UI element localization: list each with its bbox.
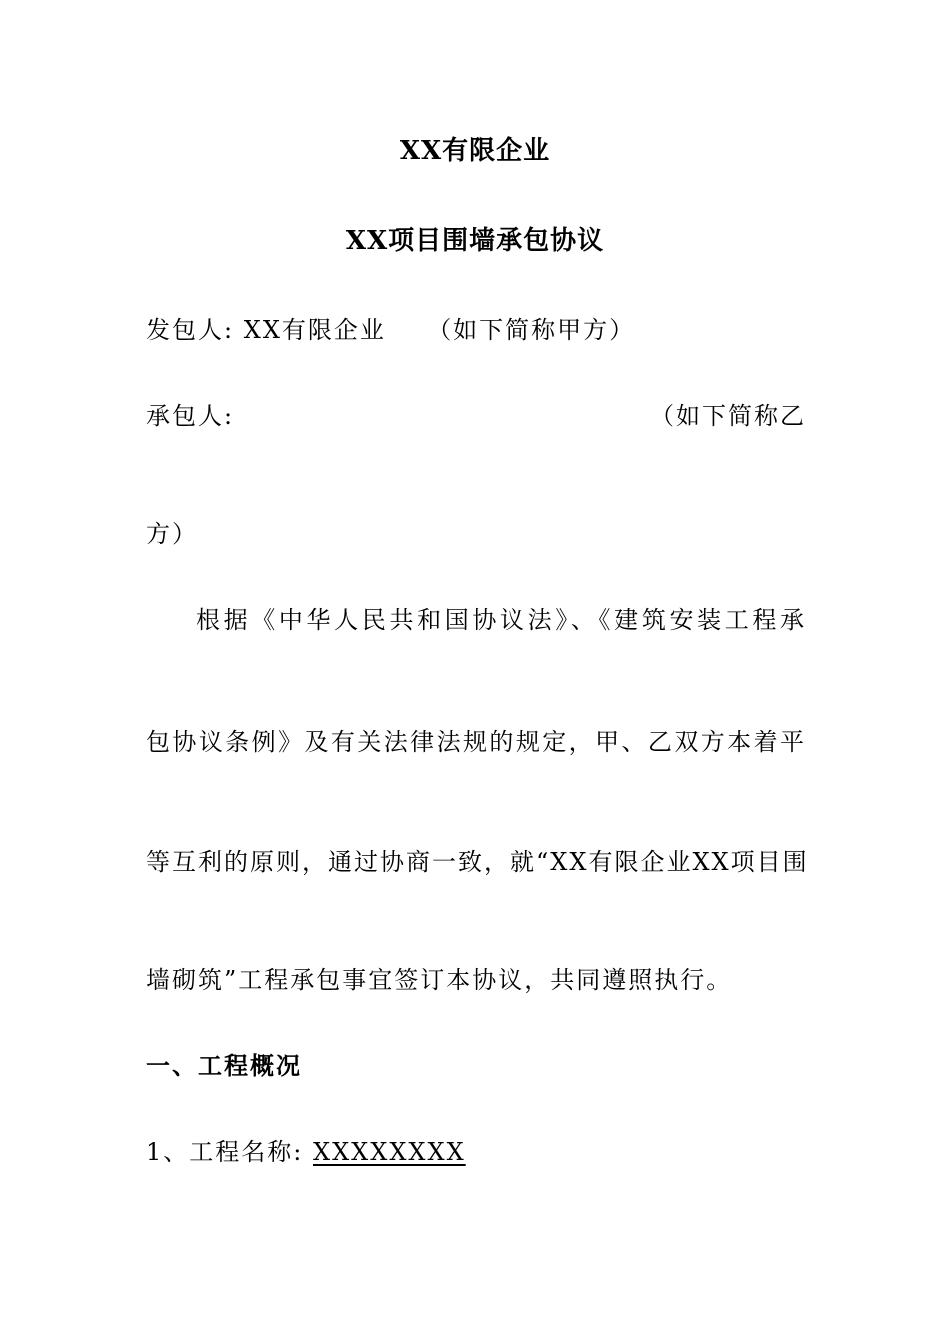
project-name-value: XXXXXXXX <box>313 1138 466 1166</box>
preamble-line-4: 墙砌筑”工程承包事宜签订本协议，共同遵照执行。 <box>146 966 733 994</box>
party-b-note-part1: （如下简称乙 <box>650 402 806 430</box>
preamble-line-2: 包协议条例》及有关法律法规的规定，甲、乙双方本着平 <box>146 728 806 756</box>
party-b-note-continuation: 方） <box>146 520 198 548</box>
party-b-line <box>146 400 806 432</box>
party-a-note: （如下简称甲方） <box>427 316 636 344</box>
party-a-line <box>146 314 806 346</box>
project-name-label: 1、工程名称: <box>146 1138 304 1166</box>
party-a-label: 发包人: <box>146 316 235 344</box>
preamble-line-3: 等互利的原则，通过协商一致，就“XX有限企业XX项目围 <box>146 848 809 876</box>
section-heading-project-overview: 一、工程概况 <box>146 1051 302 1080</box>
project-name-line <box>146 1136 806 1168</box>
preamble-line-1: 根据《中华人民共和国协议法》、《建筑安装工程承 <box>196 606 806 634</box>
company-title: XX有限企业 <box>399 136 551 166</box>
party-b-label: 承包人: <box>146 402 235 430</box>
party-a-name: XX有限企业 <box>243 316 386 344</box>
agreement-title: XX项目围墙承包协议 <box>345 226 605 256</box>
